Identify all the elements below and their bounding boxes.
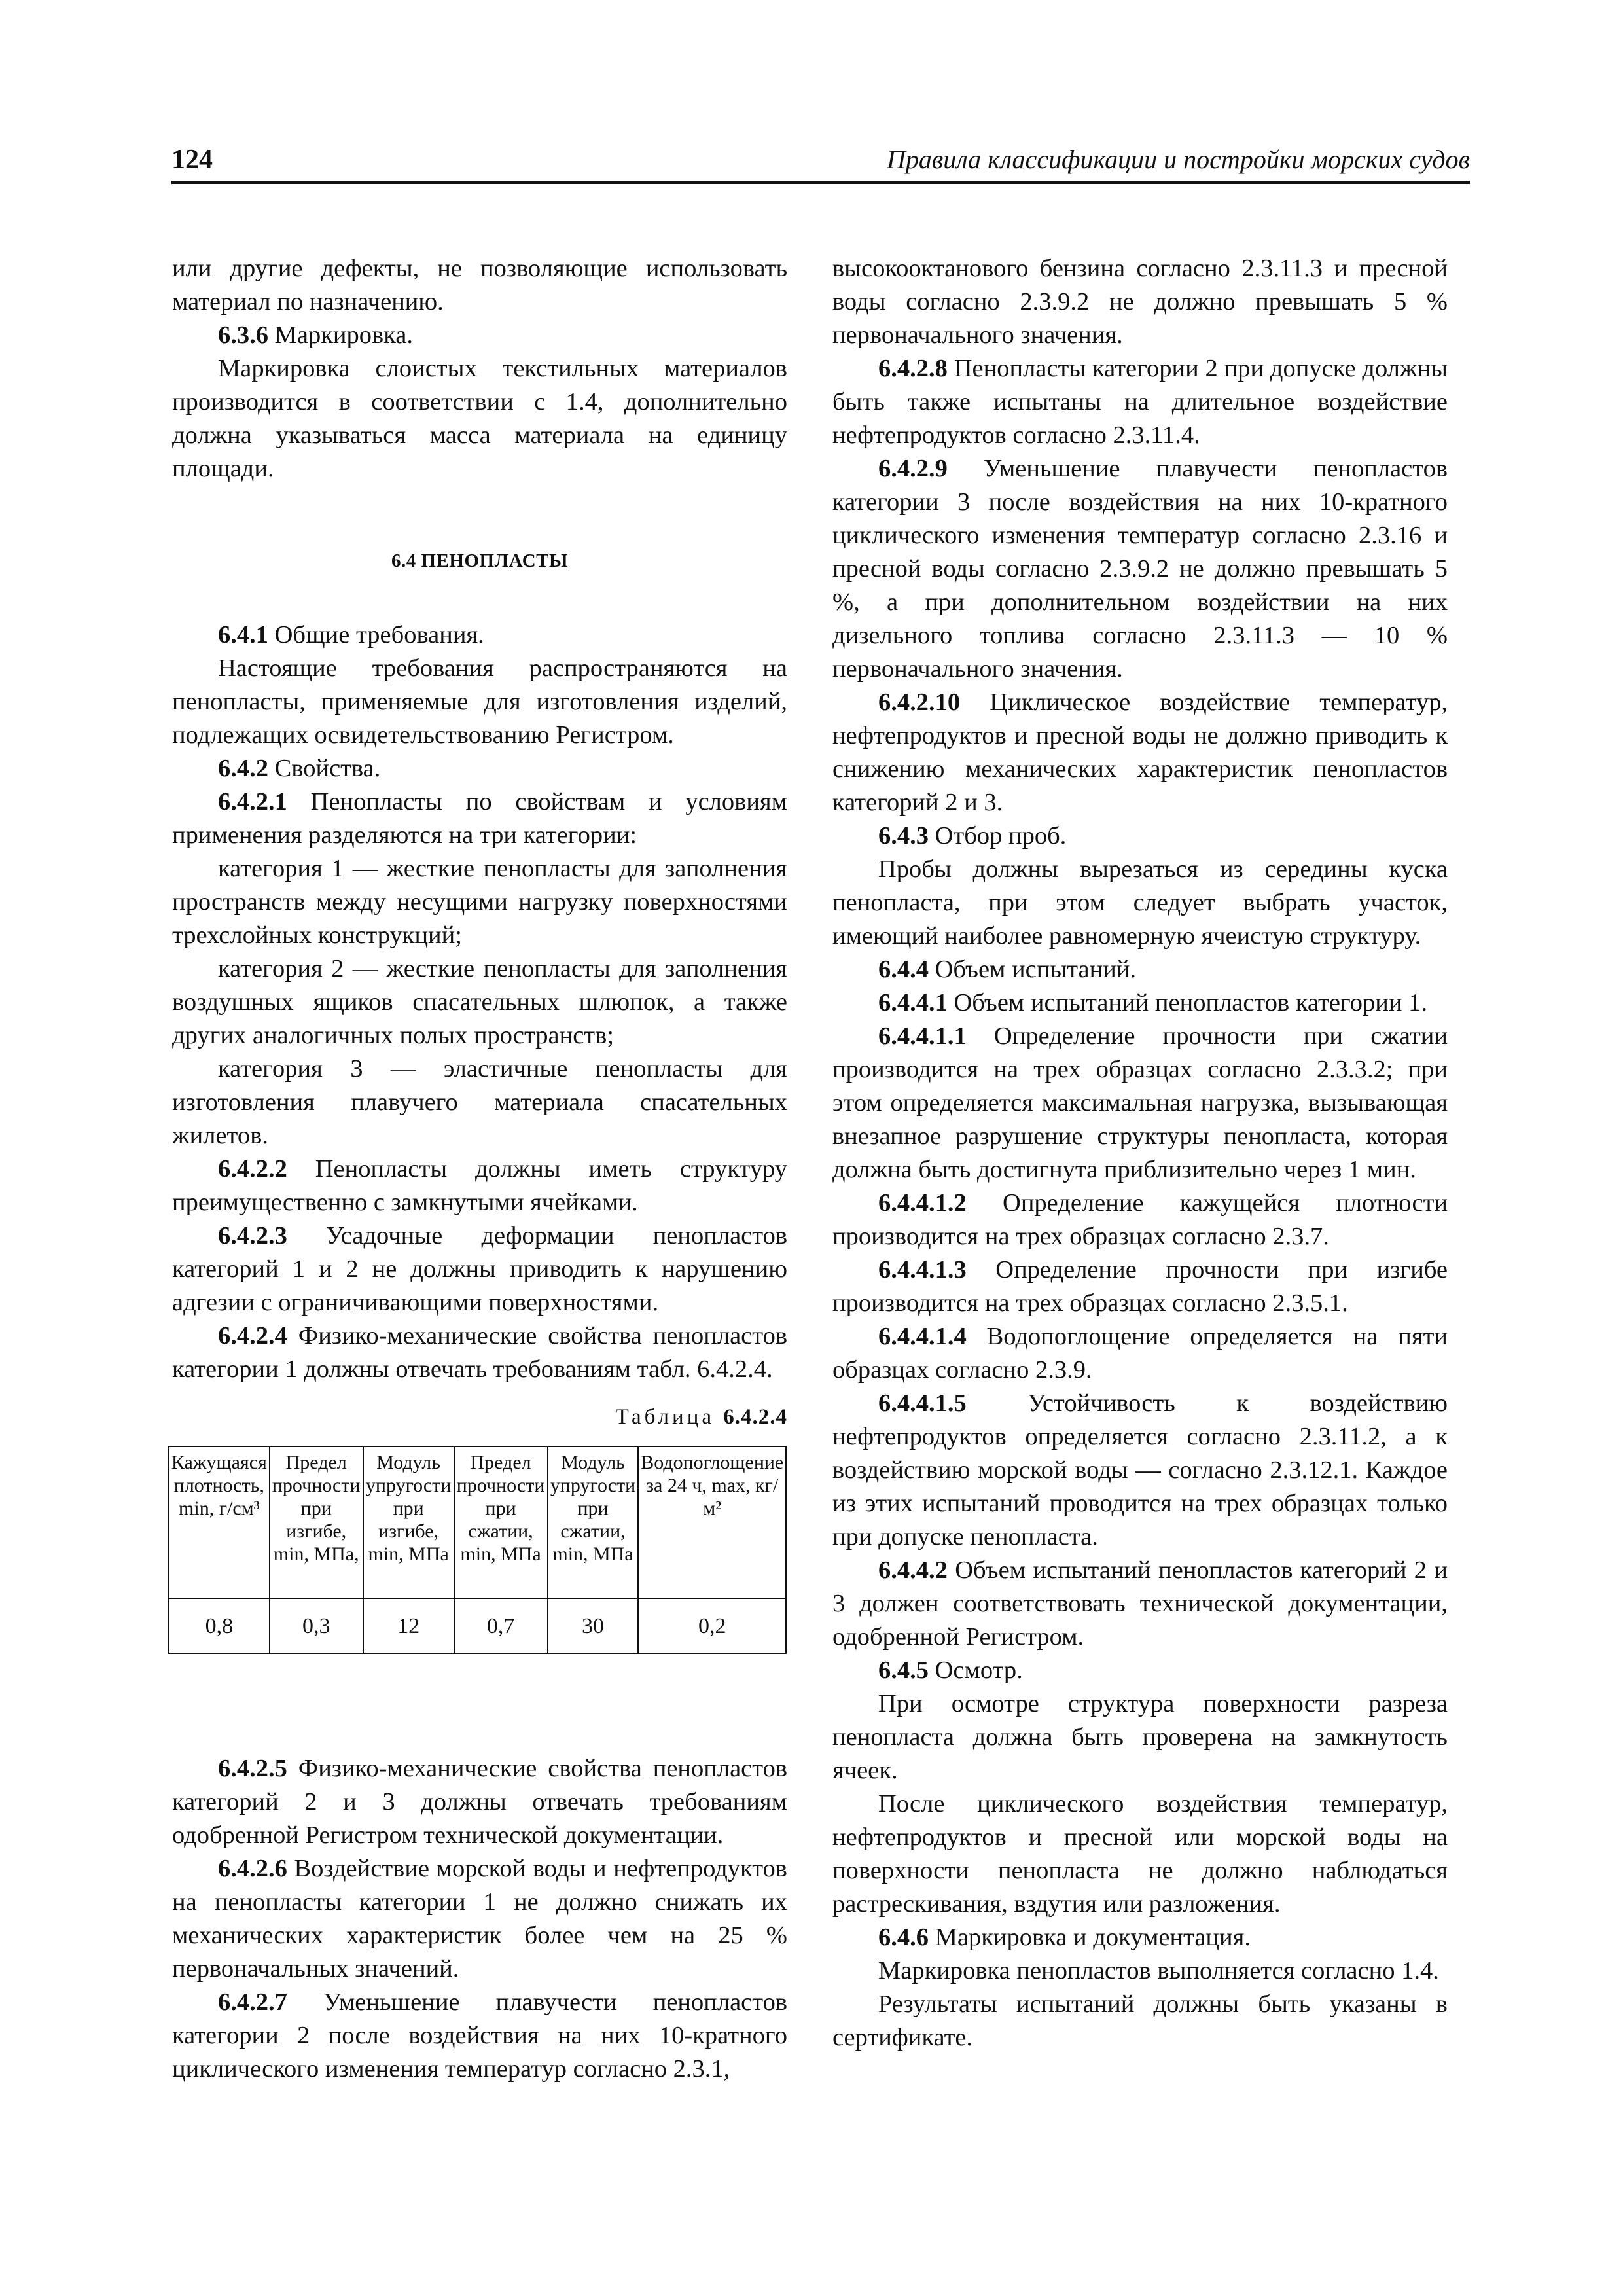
left-column xyxy=(172,252,787,2086)
heading-6-4-5: 6.4.5 Осмотр. xyxy=(878,1657,1023,1684)
table-header-cell: Предел прочности при сжатии, min, МПа xyxy=(454,1446,548,1598)
heading-6-4-1: 6.4.1 Общие требования. xyxy=(218,621,484,649)
heading-6-4-6: 6.4.6 Маркировка и документация. xyxy=(878,1924,1251,1951)
clause-6-4-2-6: 6.4.2.6 Воздействие морской воды и нефтепродуктов на пенопласты категории 1 не должно снижать их механических характеристик более чем на 25 % первоначальных значений. xyxy=(172,1855,787,1982)
heading-6-4-4: 6.4.4 Объем испытаний. xyxy=(878,956,1137,983)
clause-6-4-4-1-5: 6.4.4.1.5 Устойчивость к воздействию нефтепродуктов определяется согласно 2.3.11.2, а к воздействию морской воды — согласно 2.3.12.1. Каждое из этих испытаний проводится на трех образцах только при допуске пенопласта. xyxy=(832,1390,1448,1551)
paragraph: Пробы должны вырезаться из середины куска пенопласта, при этом следует выбрать участок, имеющий наиболее равномерную ячеистую структуру. xyxy=(832,855,1448,950)
paragraph: Маркировка слоистых текстильных материалов производится в соответствии с 1.4, дополнительно должна указываться масса материала на единицу площади. xyxy=(172,355,787,482)
heading-6-4-3: 6.4.3 Отбор проб. xyxy=(878,822,1067,850)
clause-6-4-2-9: 6.4.2.9 Уменьшение плавучести пенопластов категории 3 после воздействия на них 10-кратного циклического изменения температур согласно 2.3.16 и пресной воды согласно 2.3.9.2 не должно превышать 5 %, а при дополнительном воздействии на них дизельного топлива согласно 2.3.11.3 — 10 % первоначального значения. xyxy=(832,455,1448,683)
table-header-cell: Предел прочности при изгибе, min, МПа, xyxy=(270,1446,363,1598)
clause-6-4-2-4: 6.4.2.4 Физико-механические свойства пенопластов категории 1 должны отвечать требованиям табл. 6.4.2.4. xyxy=(172,1322,787,1383)
clause-6-4-2-2: 6.4.2.2 Пенопласты должны иметь структуру преимущественно с замкнутыми ячейками. xyxy=(172,1155,787,1216)
table-cell: 0,3 xyxy=(270,1598,363,1653)
clause-6-4-4-1-3: 6.4.4.1.3 Определение прочности при изгибе производится на трех образцах согласно 2.3.5.1. xyxy=(832,1256,1448,1317)
paragraph: Маркировка пенопластов выполняется согласно 1.4. xyxy=(878,1957,1439,1984)
page-header xyxy=(171,143,1470,184)
clause-6-4-4-1-4: 6.4.4.1.4 Водопоглощение определяется на пяти образцах согласно 2.3.9. xyxy=(832,1323,1448,1384)
table-row xyxy=(169,1598,786,1653)
paragraph: или другие дефекты, не позволяющие использовать материал по назначению. xyxy=(172,255,787,315)
table-header-cell: Модуль упругости при изгибе, min, МПа xyxy=(363,1446,454,1598)
table-cell: 0,7 xyxy=(454,1598,548,1653)
clause-6-4-2-7: 6.4.2.7 Уменьшение плавучести пенопластов категории 2 после воздействия на них 10-кратного циклического изменения температур согласно 2.3.1, xyxy=(172,1988,787,2083)
table-cell: 12 xyxy=(363,1598,454,1653)
heading-6-3-6: 6.3.6 Маркировка. xyxy=(218,321,414,349)
paragraph: высокооктанового бензина согласно 2.3.11.3 и пресной воды согласно 2.3.9.2 не должно превышать 5 % первоначального значения. xyxy=(832,255,1448,349)
clause-6-4-4-1-1: 6.4.4.1.1 Определение прочности при сжатии производится на трех образцах согласно 2.3.3.2; при этом определяется максимальная нагрузка, вызывающая внезапное разрушение структуры пенопласта, которая должна быть достигнута приблизительно через 1 мин. xyxy=(832,1022,1448,1183)
category-2-item: категория 2 — жесткие пенопласты для заполнения воздушных ящиков спасательных шлюпок, а также других аналогичных полых пространств; xyxy=(172,955,787,1049)
right-column xyxy=(832,252,1448,2054)
paragraph: Результаты испытаний должны быть указаны в сертификате. xyxy=(832,1990,1448,2051)
table-cell: 0,2 xyxy=(638,1598,786,1653)
table-cell: 30 xyxy=(548,1598,639,1653)
table-header-cell: Кажущаяся плотность, min, г/см³ xyxy=(169,1446,270,1598)
properties-table xyxy=(168,1446,787,1654)
page-number: 124 xyxy=(171,145,213,175)
clause-6-4-2-8: 6.4.2.8 Пенопласты категории 2 при допуске должны быть также испытаны на длительное воздействие нефтепродуктов согласно 2.3.11.4. xyxy=(832,355,1448,449)
paragraph: Настоящие требования распространяются на пенопласты, применяемые для изготовления изделий, подлежащих освидетельствованию Регистром. xyxy=(172,655,787,749)
clause-6-4-4-1-2: 6.4.4.1.2 Определение кажущейся плотности производится на трех образцах согласно 2.3.7. xyxy=(832,1189,1448,1250)
table-header-cell: Модуль упругости при сжатии, min, МПа xyxy=(548,1446,639,1598)
clause-6-4-4-1: 6.4.4.1 Объем испытаний пенопластов категории 1. xyxy=(878,989,1427,1016)
category-3-item: категория 3 — эластичные пенопласты для изготовления плавучего материала спасательных жилетов. xyxy=(172,1055,787,1149)
clause-6-4-4-2: 6.4.4.2 Объем испытаний пенопластов категорий 2 и 3 должен соответствовать технической документации, одобренной Регистром. xyxy=(832,1556,1448,1651)
paragraph: После циклического воздействия температур, нефтепродуктов и пресной или морской воды на поверхности пенопласта не должно наблюдаться растрескивания, вздутия или разложения. xyxy=(832,1790,1448,1918)
table-caption: Таблица 6.4.2.4 xyxy=(615,1405,787,1429)
category-1-item: категория 1 — жесткие пенопласты для заполнения пространств между несущими нагрузку поверхностями трехслойных конструкций; xyxy=(172,855,787,949)
paragraph: При осмотре структура поверхности разреза пенопласта должна быть проверена на замкнутость ячеек. xyxy=(832,1690,1448,1784)
clause-6-4-2-3: 6.4.2.3 Усадочные деформации пенопластов категорий 1 и 2 не должны приводить к нарушению адгезии с ограничивающими поверхностями. xyxy=(172,1222,787,1316)
heading-6-4-2: 6.4.2 Свойства. xyxy=(218,755,381,782)
table-header-cell: Водопоглощение за 24 ч, max, кг/м² xyxy=(638,1446,786,1598)
clause-6-4-2-10: 6.4.2.10 Циклическое воздействие температур, нефтепродуктов и пресной воды не должно приводить к снижению механических характеристик пенопластов категорий 2 и 3. xyxy=(832,689,1448,816)
clause-6-4-2-5: 6.4.2.5 Физико-механические свойства пенопластов категорий 2 и 3 должны отвечать требованиям одобренной Регистром технической документации. xyxy=(172,1755,787,1849)
table-cell: 0,8 xyxy=(169,1598,270,1653)
clause-6-4-2-1: 6.4.2.1 Пенопласты по свойствам и условиям применения разделяются на три категории: xyxy=(172,788,787,849)
running-title: Правила классификации и постройки морских судов xyxy=(886,145,1470,174)
section-title: 6.4 ПЕНОПЛАСТЫ xyxy=(391,550,568,571)
